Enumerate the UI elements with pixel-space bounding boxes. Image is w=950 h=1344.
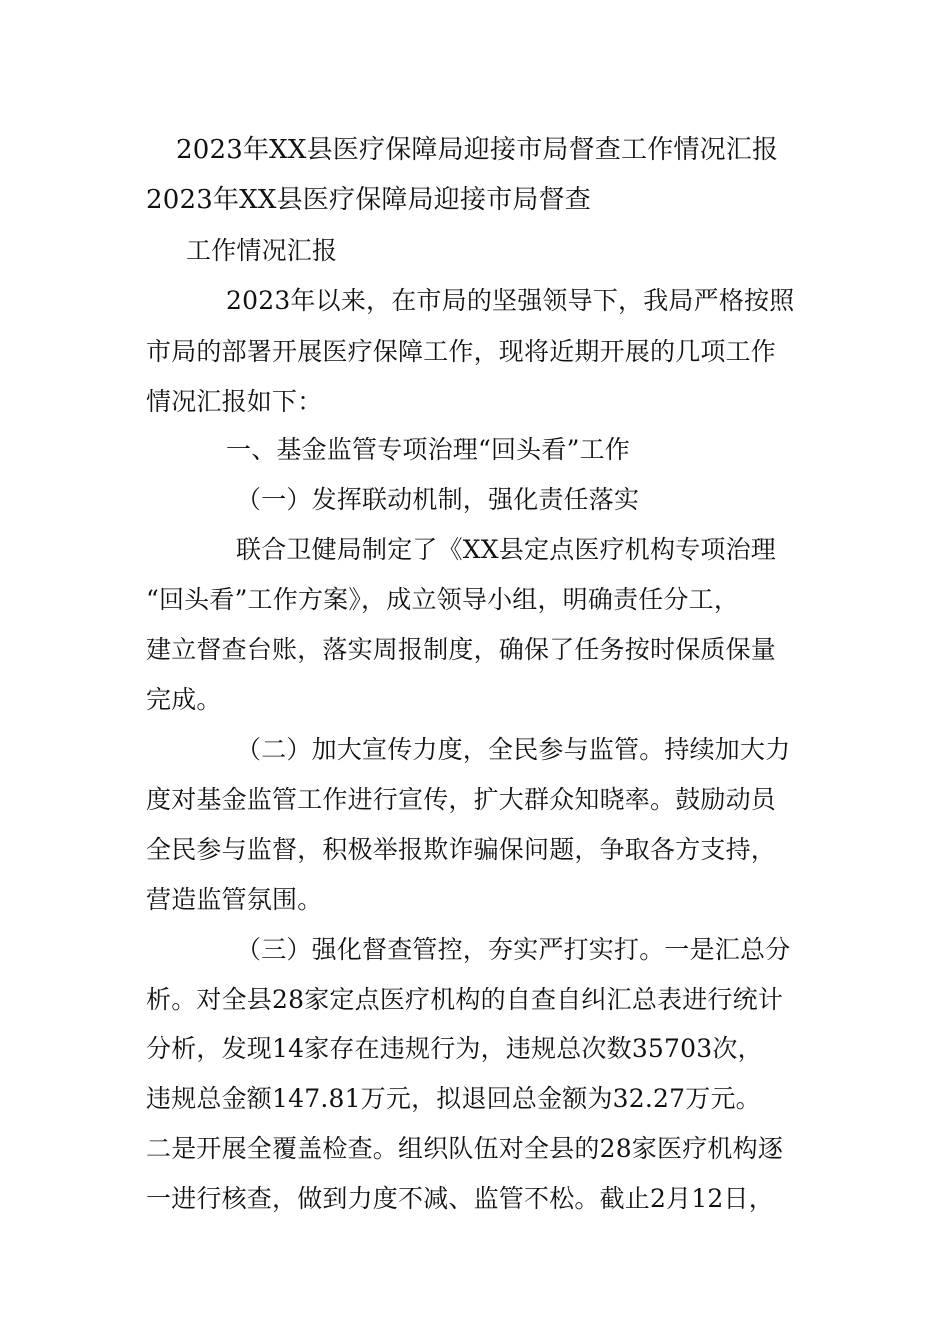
subsection-3-line-4: 违规总金额147.81万元，拟退回总金额为32.27万元。 <box>146 1084 761 1113</box>
document-title: 2023年XX县医疗保障局迎接市局督查工作情况汇报 <box>176 135 779 165</box>
subsection-2-line-3: 全民参与监督，积极举报欺诈骗保问题，争取各方支持， <box>146 835 777 864</box>
subsection-1-heading: （一）发挥联动机制，强化责任落实 <box>236 485 640 514</box>
document-subtitle-line-2: 工作情况汇报 <box>186 236 338 265</box>
subsection-2-line-2: 度对基金监管工作进行宣传，扩大群众知晓率。鼓励动员 <box>146 785 777 814</box>
subsection-1-line-1: 联合卫健局制定了《XX县定点医疗机构专项治理 <box>236 535 776 564</box>
subsection-1-line-3: 建立督查台账，落实周报制度，确保了任务按时保质保量 <box>146 635 777 664</box>
subsection-3-line-1: （三）强化督查管控，夯实严打实打。一是汇总分 <box>236 935 791 964</box>
subsection-3-line-2: 析。对全县28家定点医疗机构的自查自纠汇总表进行统计 <box>146 985 784 1014</box>
subsection-2-line-1: （二）加大宣传力度，全民参与监管。持续加大力 <box>236 735 791 764</box>
subsection-1-line-4: 完成。 <box>146 685 222 714</box>
subsection-3-line-3: 分析，发现14家存在违规行为，违规总次数35703次， <box>146 1034 763 1063</box>
subsection-2-line-4: 营造监管氛围。 <box>146 885 323 914</box>
subsection-3-line-6: 一进行核查，做到力度不减、监管不松。截止2月12日， <box>146 1184 774 1213</box>
section-1-heading: 一、基金监管专项治理“回头看”工作 <box>226 435 630 464</box>
intro-line-2: 市局的部署开展医疗保障工作，现将近期开展的几项工作 <box>146 337 777 366</box>
document-subtitle-line-1: 2023年XX县医疗保障局迎接市局督查 <box>146 185 591 215</box>
subsection-1-line-2: “回头看”工作方案》，成立领导小组，明确责任分工， <box>146 585 740 614</box>
intro-line-3: 情况汇报如下： <box>146 387 323 416</box>
intro-line-1: 2023年以来，在市局的坚强领导下，我局严格按照 <box>226 286 795 315</box>
subsection-3-line-5: 二是开展全覆盖检查。组织队伍对全县的28家医疗机构逐 <box>146 1134 784 1163</box>
